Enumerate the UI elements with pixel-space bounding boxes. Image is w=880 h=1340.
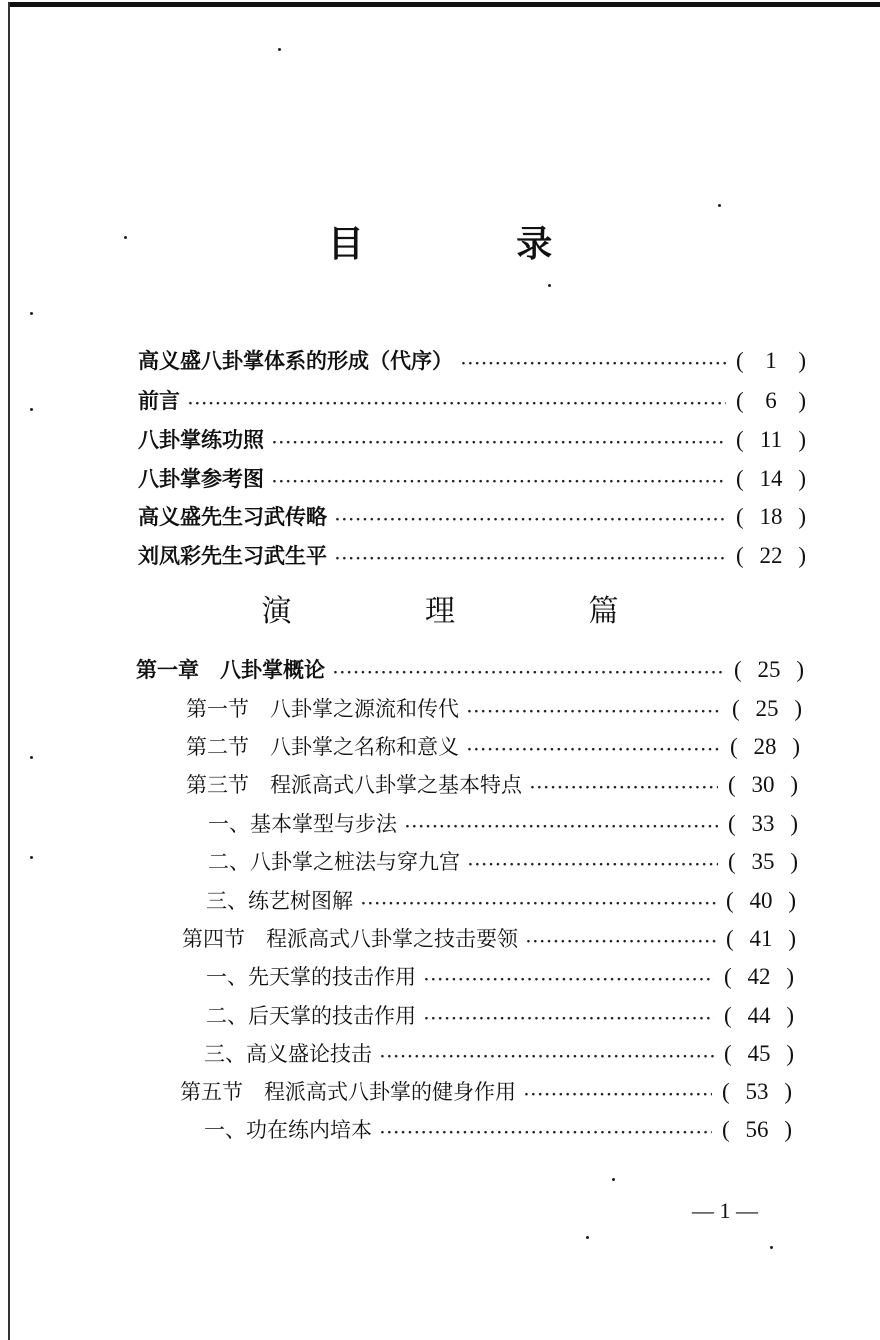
scan-speck [30,856,33,859]
toc-entry-page: ( 40 ) [726,888,796,913]
toc-entry-text: 一、基本掌型与步法 [208,812,397,836]
toc-entry-page: ( 56 ) [722,1117,792,1142]
toc-entry-subsection-1-3-2[interactable] [208,846,798,878]
toc-entry-section-1-5[interactable] [180,1076,792,1108]
top-border-rule [8,2,880,7]
dot-leader [530,772,718,804]
dot-leader [424,1003,714,1035]
toc-entry-page: ( 6 ) [736,388,806,413]
toc-entry-page: ( 1 ) [736,348,806,373]
dot-leader [272,466,726,498]
toc-entry-section-1-1[interactable] [186,693,802,725]
toc-entry-text: 一、功在练内培本 [204,1118,372,1142]
scan-speck [30,756,33,759]
toc-entry-text: 高义盛先生习武传略 [138,505,327,529]
toc-entry-page: ( 28 ) [730,734,800,759]
toc-entry-page: ( 35 ) [728,849,798,874]
toc-entry-text: 第一章 八卦掌概论 [136,658,325,682]
scan-speck [278,48,281,51]
dot-leader [405,811,718,843]
toc-entry-text: 第四节 程派高式八卦掌之技击要领 [182,927,518,951]
dot-leader [380,1041,714,1073]
dot-leader [380,1117,712,1149]
toc-entry-text: 第五节 程派高式八卦掌的健身作用 [180,1080,516,1104]
toc-entry-subsection-1-3-3[interactable] [206,885,796,917]
dot-leader [524,1079,712,1111]
dot-leader [188,388,726,420]
toc-entry-page: ( 25 ) [734,657,804,682]
dot-leader [467,696,722,728]
toc-heading: 目 录 [327,224,623,265]
toc-entry-page: ( 25 ) [732,696,802,721]
scan-speck [548,284,551,287]
dot-leader [335,543,726,575]
dot-leader [424,964,714,996]
toc-entry-page: ( 44 ) [724,1003,794,1028]
dot-leader [468,849,718,881]
toc-entry-text: 一、先天掌的技击作用 [206,965,416,989]
toc-entry-text: 刘凤彩先生习武生平 [138,544,327,568]
dot-leader [526,926,716,958]
toc-entry-text: 第二节 八卦掌之名称和意义 [186,735,459,759]
dot-leader [467,734,720,766]
toc-entry-text: 高义盛八卦掌体系的形成（代序） [138,349,453,373]
scan-speck [586,1236,589,1239]
toc-entry-text: 第一节 八卦掌之源流和传代 [186,697,459,721]
toc-entry-subsection-1-4-3[interactable] [204,1038,794,1070]
toc-entry-text: 前言 [138,389,180,413]
dot-leader [461,348,726,380]
dot-leader [272,427,726,459]
dot-leader [335,504,726,536]
toc-entry-front-2[interactable] [138,385,806,417]
scan-speck [718,204,721,207]
toc-entry-chapter-1[interactable] [136,654,804,686]
toc-entry-text: 八卦掌参考图 [138,467,264,491]
scan-speck [770,1246,773,1249]
toc-entry-page: ( 41 ) [726,926,796,951]
toc-entry-front-4[interactable] [138,463,806,495]
toc-entry-subsection-1-4-2[interactable] [206,1000,794,1032]
toc-entry-page: ( 11 ) [736,427,806,452]
toc-entry-page: ( 45 ) [724,1041,794,1066]
toc-entry-subsection-1-4-1[interactable] [206,961,794,993]
toc-entry-subsection-1-5-1[interactable] [204,1114,792,1146]
toc-entry-subsection-1-3-1[interactable] [208,808,798,840]
scan-speck [30,312,33,315]
toc-entry-page: ( 42 ) [724,964,794,989]
dot-leader [333,657,724,689]
toc-entry-text: 三、高义盛论技击 [204,1042,372,1066]
toc-entry-section-1-2[interactable] [186,731,800,763]
toc-entry-text: 八卦掌练功照 [138,428,264,452]
dot-leader [361,888,716,920]
toc-entry-page: ( 30 ) [728,772,798,797]
toc-entry-page: ( 53 ) [722,1079,792,1104]
toc-entry-front-6[interactable] [138,540,806,572]
toc-entry-front-1[interactable] [138,345,806,377]
scan-speck [612,1178,615,1181]
toc-entry-front-5[interactable] [138,501,806,533]
page-number: — 1 — [692,1198,758,1223]
toc-entry-section-1-3[interactable] [186,769,798,801]
part-heading: 演 理 篇 [261,594,681,629]
toc-entry-page: ( 33 ) [728,811,798,836]
toc-entry-front-3[interactable] [138,424,806,456]
toc-entry-page: ( 14 ) [736,466,806,491]
toc-entry-text: 二、八卦掌之桩法与穿九宫 [208,850,460,874]
left-border-rule [8,2,10,1340]
toc-entry-section-1-4[interactable] [182,923,796,955]
toc-entry-page: ( 18 ) [736,504,806,529]
toc-entry-text: 二、后天掌的技击作用 [206,1004,416,1028]
scan-speck [30,408,33,411]
toc-entry-text: 三、练艺树图解 [206,889,353,913]
toc-entry-text: 第三节 程派高式八卦掌之基本特点 [186,773,522,797]
toc-entry-page: ( 22 ) [736,543,806,568]
